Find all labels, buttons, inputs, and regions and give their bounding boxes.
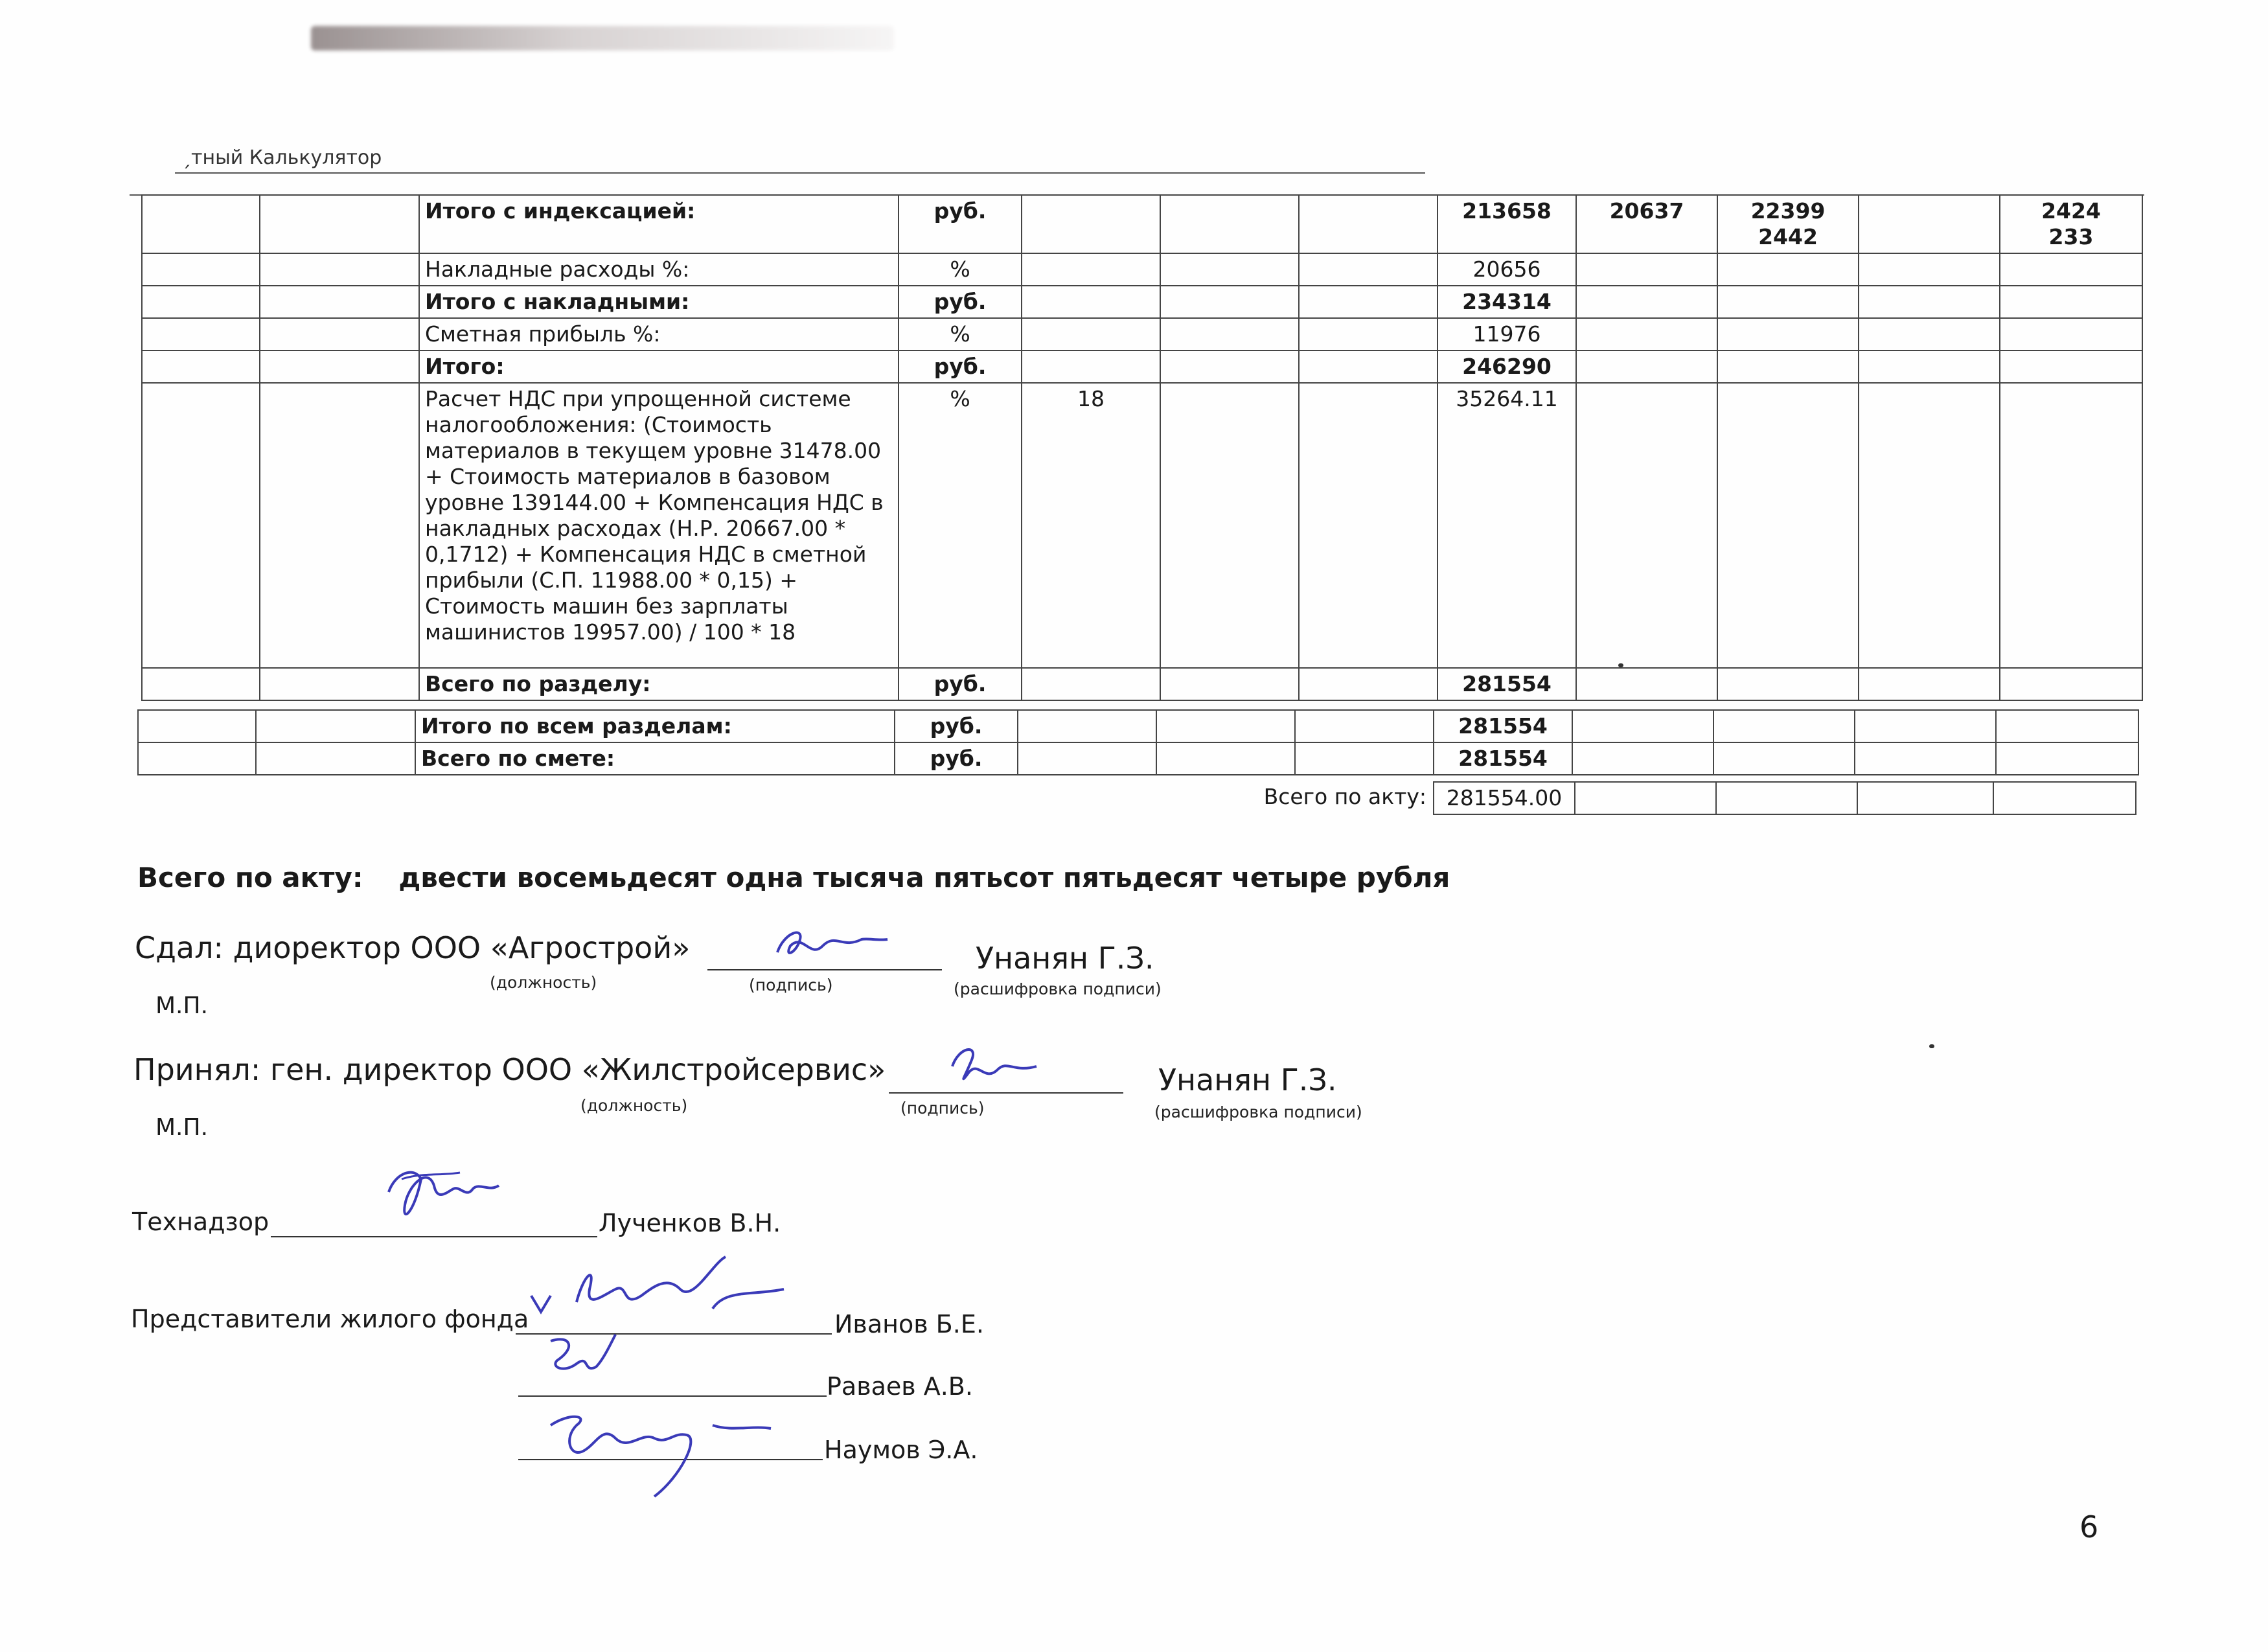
table-row [142,195,2142,253]
empty-cell [1299,195,1438,253]
empty-cell [1713,710,1855,742]
row-coef-cell: 18 [1022,383,1160,668]
empty-cell [1299,350,1438,383]
row-coef-cell [1022,253,1160,286]
totals-value-cell: 281554 [1434,710,1572,742]
totals-name-cell: Всего по смете: [415,742,895,775]
handed-signature-hint: (подпись) [749,976,833,994]
empty-cell [1156,742,1295,775]
tech-name: Лученков В.Н. [599,1209,781,1237]
row-total-cell: 20656 [1438,253,1576,286]
handed-stamp: М.П. [155,992,209,1019]
ink-speck [1929,1044,1934,1048]
accepted-signature-hint: (подпись) [900,1099,985,1118]
table-row [142,253,2142,286]
rep-2-name: Раваев А.В. [827,1372,973,1401]
empty-cell [1996,742,2138,775]
empty-cell [142,668,260,700]
row-unit-cell: руб. [899,286,1022,318]
rep-2-signature-icon [531,1328,628,1399]
rep-3-signature-icon [538,1399,784,1503]
row-name-cell: Итого: [419,350,899,383]
row-col2-cell [1717,668,1859,700]
reps-label: Представители жилого фонда [131,1305,529,1333]
empty-cell [1572,710,1713,742]
row-total-cell: 246290 [1438,350,1576,383]
row-name-cell: Итого с накладными: [419,286,899,318]
table-row [138,742,2138,775]
table-row [142,318,2142,350]
empty-cell [1018,710,1156,742]
row-col1-cell [1576,286,1717,318]
row-col2-cell [1717,383,1859,668]
empty-cell [1299,286,1438,318]
row-unit-cell: % [899,253,1022,286]
row-name-cell: Всего по разделу: [419,668,899,700]
page-number: 6 [2079,1509,2099,1544]
empty-cell [260,253,419,286]
row-col3-cell [1859,383,2000,668]
empty-cell [142,195,260,253]
empty-cell [1160,383,1299,668]
empty-cell [1299,383,1438,668]
row-total-cell: 234314 [1438,286,1576,318]
empty-cell [142,350,260,383]
empty-cell [260,286,419,318]
empty-cell [1160,668,1299,700]
totals-unit-cell: руб. [895,742,1018,775]
row-col2-cell [1717,286,1859,318]
row-col1-cell [1576,668,1717,700]
estimate-table [141,194,2143,701]
handed-name: Унанян Г.З. [976,941,1154,976]
empty-cell [1572,742,1713,775]
summary-words: двести восемьдесят одна тысяча пятьсот пятьдесят четыре рубля [398,862,1450,893]
row-coef-cell [1022,668,1160,700]
row-col4-cell [2000,318,2142,350]
totals-name-cell: Итого по всем разделам: [415,710,895,742]
row-col2-cell [1717,318,1859,350]
empty-cell [1299,668,1438,700]
row-col3-cell [1859,318,2000,350]
row-col3-cell [1859,253,2000,286]
empty-cell [142,286,260,318]
table-row [142,668,2142,700]
act-total-label: Всего по акту: [1263,784,1426,809]
empty-cell [1713,742,1855,775]
row-total-cell: 213658 [1438,195,1576,253]
row-name-cell: Расчет НДС при упрощенной системе налогообложения: (Стоимость материалов в текущем уровне 31478.00 + Стоимость материалов в базовом уровне 139144.00 + Компенсация НДС в накладных расходах (Н.Р. 20667.00 * 0,1712) + Компенсация НДС в сметной прибыли (С.П. 11988.00 * 0,15) + Стоимость машин без зарплаты машинистов 19957.00) / 100 * 18 [419,383,899,668]
empty-cell [138,710,256,742]
rep-1-signature-icon [518,1250,790,1335]
empty-cell [1299,318,1438,350]
row-col2-cell [1717,253,1859,286]
row-col1-cell [1576,383,1717,668]
row-total-cell: 35264.11 [1438,383,1576,668]
row-unit-cell: руб. [899,668,1022,700]
row-col1-cell [1576,318,1717,350]
empty-cell [260,668,419,700]
table-row [138,710,2138,742]
empty-cell [260,318,419,350]
row-col4-cell [2000,253,2142,286]
summary-label: Всего по акту: [137,862,363,893]
row-col4-cell [2000,383,2142,668]
tech-signature-icon [376,1153,505,1237]
empty-cell [1855,710,1996,742]
totals-table [137,709,2139,775]
empty-cell [1295,742,1434,775]
table-row [142,383,2142,668]
handed-position: Сдал: диоректор ООО «Агрострой» [135,930,691,965]
empty-cell [1160,350,1299,383]
empty-cell [1160,195,1299,253]
row-col3-cell [1859,195,2000,253]
empty-cell [1295,710,1434,742]
handed-signature-icon [764,920,894,972]
row-col3-cell [1859,286,2000,318]
empty-cell [260,195,419,253]
accepted-signature-icon [933,1040,1049,1099]
row-coef-cell [1022,350,1160,383]
row-col4-cell: 2424 233 [2000,195,2142,253]
row-unit-cell: % [899,383,1022,668]
empty-cell [1855,742,1996,775]
handed-position-hint: (должность) [490,973,597,992]
empty-cell [256,710,415,742]
accepted-name: Унанян Г.З. [1158,1062,1337,1097]
row-total-cell: 281554 [1438,668,1576,700]
row-col1-cell [1576,350,1717,383]
row-col1-cell [1576,253,1717,286]
row-name-cell: Сметная прибыль %: [419,318,899,350]
act-total-row [1433,781,2136,815]
empty-cell [256,742,415,775]
empty-cell [260,383,419,668]
accepted-position-hint: (должность) [580,1096,688,1115]
empty-cell [1996,710,2138,742]
empty-cell [1299,253,1438,286]
empty-cell [138,742,256,775]
act-total-words [137,862,1450,893]
handed-decoding-hint: (расшифровка подписи) [954,980,1162,998]
empty-cell [142,253,260,286]
table-row [142,286,2142,318]
row-coef-cell [1022,318,1160,350]
row-col4-cell [2000,668,2142,700]
totals-value-cell: 281554 [1434,742,1572,775]
empty-cell [1160,253,1299,286]
row-col3-cell [1859,668,2000,700]
row-unit-cell: руб. [899,350,1022,383]
row-col2-cell: 22399 2442 [1717,195,1859,253]
empty-cell [260,350,419,383]
empty-cell [1156,710,1295,742]
empty-cell [1160,286,1299,318]
totals-unit-cell: руб. [895,710,1018,742]
rep-1-name: Иванов Б.Е. [834,1310,984,1338]
row-col3-cell [1859,350,2000,383]
accepted-position: Принял: ген. директор ООО «Жилстройсервис» [133,1052,886,1087]
row-coef-cell [1022,286,1160,318]
row-unit-cell: руб. [899,195,1022,253]
app-title: ˏтный Калькулятор [181,146,382,169]
accepted-decoding-hint: (расшифровка подписи) [1154,1103,1362,1121]
header-rule [175,172,1425,174]
scan-edge-shadow [311,26,894,51]
row-coef-cell [1022,195,1160,253]
act-total-value: 281554.00 [1434,782,1575,814]
empty-cell [142,318,260,350]
empty-cell [1160,318,1299,350]
row-unit-cell: % [899,318,1022,350]
row-col4-cell [2000,286,2142,318]
row-name-cell: Итого с индексацией: [419,195,899,253]
empty-cell [1018,742,1156,775]
rep-3-name: Наумов Э.А. [824,1436,978,1464]
tech-label: Технадзор [132,1208,269,1236]
row-name-cell: Накладные расходы %: [419,253,899,286]
accepted-stamp: М.П. [155,1114,209,1141]
row-col1-cell: 20637 [1576,195,1717,253]
empty-cell [142,383,260,668]
row-col4-cell [2000,350,2142,383]
row-col2-cell [1717,350,1859,383]
row-total-cell: 11976 [1438,318,1576,350]
table-row [142,350,2142,383]
